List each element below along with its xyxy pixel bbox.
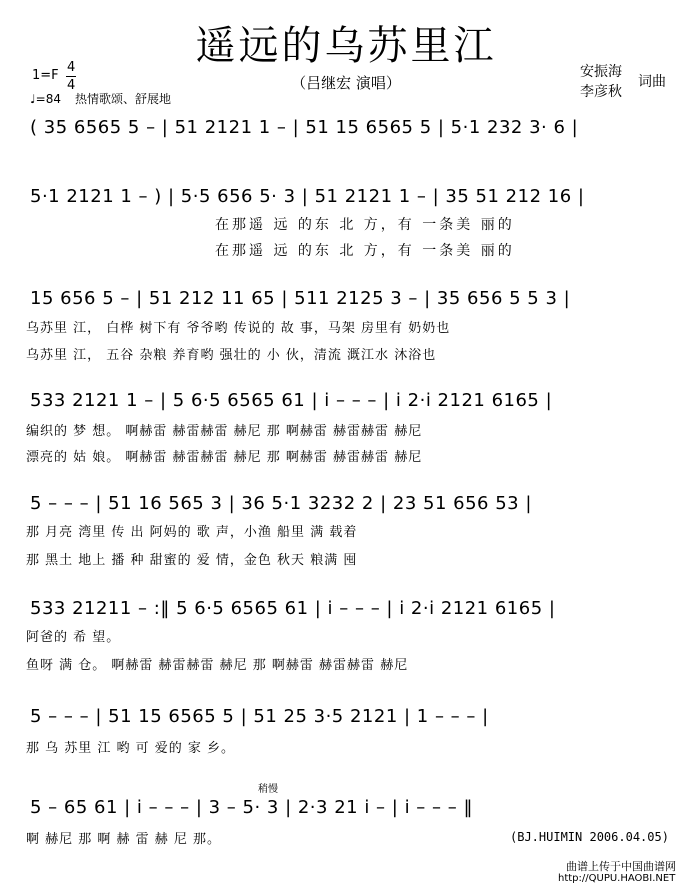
score-line-5-lyric-2: 那 黑土 地上 播 种 甜蜜的 爱 情，金色 秋天 粮满 囤: [26, 553, 358, 568]
score-line-3-lyric-1: 乌苏里 江， 白桦 树下有 爷爷哟 传说的 故 事，马架 房里有 奶奶也: [26, 321, 451, 336]
footer-site-name: 曲谱上传于中国曲谱网: [566, 860, 676, 873]
credit-role: 词曲: [638, 74, 666, 90]
song-title: 遥远的乌苏里江: [195, 23, 497, 69]
composer-name: 李彦秋: [580, 84, 622, 100]
lyricist-name: 安振海: [580, 64, 622, 80]
footer-site-url: http://QUPU.HAOBI.NET: [558, 873, 676, 884]
score-line-2-notes: 5·1 2121 1 – ) | 5·5 656 5· 3 | 51 2121 1 – | 35 51 212 16 |: [30, 186, 585, 207]
tempo-block: [30, 92, 61, 106]
expression-marking: 热情歌颂、舒展地: [75, 92, 172, 106]
score-line-4-lyric-1: 编织的 梦 想。 啊赫雷 赫雷赫雷 赫尼 那 啊赫雷 赫雷赫雷 赫尼: [26, 424, 423, 439]
score-line-5-notes: 5 – – – | 51 16 565 3 | 36 5·1 3232 2 | 23 51 656 53 |: [30, 493, 532, 514]
time-signature-top: 4: [67, 60, 76, 75]
singer-credit: （吕继宏 演唱）: [291, 74, 401, 92]
score-line-4-lyric-2: 漂亮的 姑 娘。 啊赫雷 赫雷赫雷 赫尼 那 啊赫雷 赫雷赫雷 赫尼: [26, 450, 423, 465]
lyricist-composer-block: [580, 62, 622, 102]
score-line-2-lyric-1: 在那遥 远 的东 北 方，有 一条美 丽的: [215, 217, 515, 233]
score-line-6-lyric-2: 鱼呀 满 仓。 啊赫雷 赫雷赫雷 赫尼 那 啊赫雷 赫雷赫雷 赫尼: [26, 658, 409, 673]
score-line-1-notes: ( 35 6565 5 – | 51 2121 1 – | 51 15 6565 5 | 5·1 232 3· 6 |: [30, 117, 579, 138]
tempo-value: =84: [35, 92, 61, 106]
score-line-8-notes: 5 – 65 61 | i – – – | 3 – 5· 3 | 2·3 21 i – | i – – – ‖: [30, 797, 473, 818]
time-signature-divider: [66, 76, 76, 77]
score-line-1-underline: [40, 140, 680, 141]
score-line-6-lyric-1: 阿爸的 希 望。: [26, 630, 121, 645]
time-signature-bottom: 4: [67, 78, 76, 93]
tempo-change-marking: 稍慢: [258, 784, 278, 795]
score-line-7-notes: 5 – – – | 51 15 6565 5 | 51 25 3·5 2121 | 1 – – – |: [30, 706, 489, 727]
score-line-2-lyric-2: 在那遥 远 的东 北 方，有 一条美 丽的: [215, 243, 515, 259]
score-line-3-lyric-2: 乌苏里 江， 五谷 杂粮 养育哟 强壮的 小 伙，清流 溉江水 沐浴也: [26, 348, 437, 363]
score-line-3-notes: 15 656 5 – | 51 212 11 65 | 511 2125 3 – | 35 656 5 5 3 |: [30, 288, 571, 309]
key-signature: 1=F: [32, 68, 59, 83]
score-line-6-notes: 533 21211 – :‖ 5 6·5 6565 61 | i – – – | i 2·i 2121 6165 |: [30, 598, 556, 619]
score-line-4-notes: 533 2121 1 – | 5 6·5 6565 61 | i – – – | i 2·i 2121 6165 |: [30, 390, 553, 411]
arranger-signature: (BJ.HUIMIN 2006.04.05): [510, 830, 669, 844]
score-line-8-lyric-1: 啊 赫尼 那 啊 赫 雷 赫 尼 那。: [26, 832, 222, 847]
quarter-note-icon: ♩: [30, 92, 36, 106]
score-line-7-lyric-1: 那 乌 苏里 江 哟 可 爱的 家 乡。: [26, 741, 236, 756]
score-line-5-lyric-1: 那 月亮 湾里 传 出 阿妈的 歌 声，小渔 船里 满 载着: [26, 525, 358, 540]
